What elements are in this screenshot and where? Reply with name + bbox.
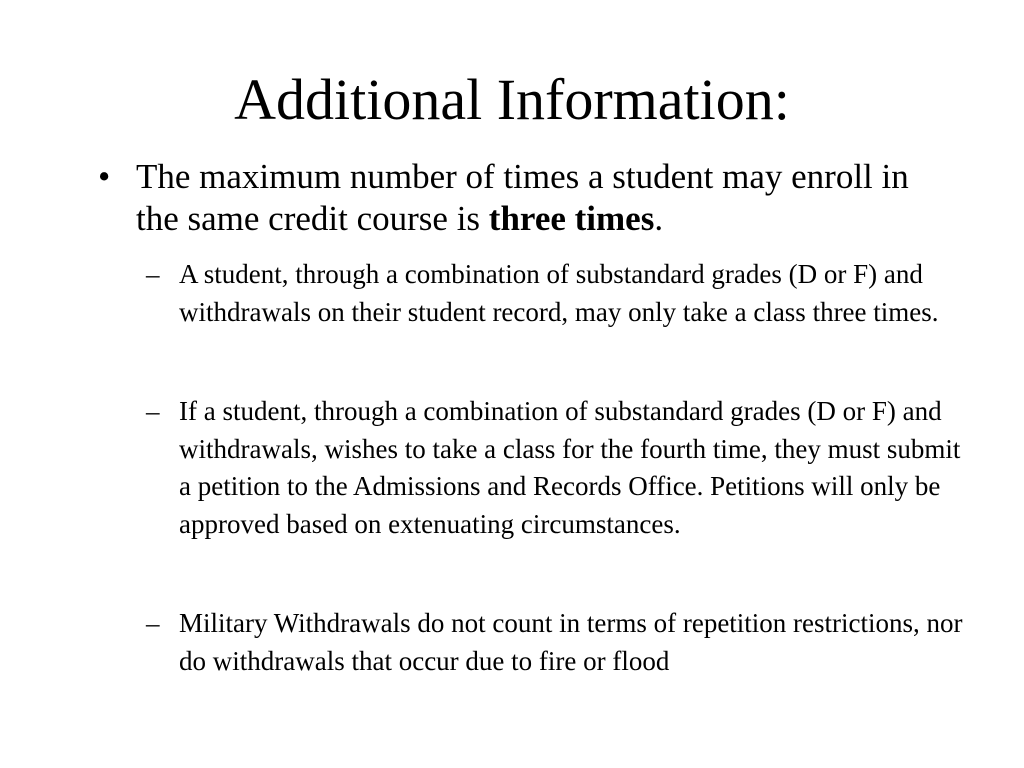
sub-bullet-text: A student, through a combination of substandard grades (D or F) and withdrawals on their student record, may only take a class three times.	[179, 259, 939, 327]
bullet-marker: •	[98, 157, 111, 196]
sub-bullet-2	[146, 393, 966, 543]
sub-bullet-text: Military Withdrawals do not count in terms of repetition restrictions, nor do withdrawals that occur due to fire or flood	[179, 608, 963, 676]
main-bullet-text-start: The maximum number of times a student may enroll in the same credit course is	[136, 157, 909, 238]
dash-marker: –	[146, 259, 160, 289]
dash-marker: –	[146, 396, 160, 426]
main-bullet	[98, 156, 918, 240]
main-bullet-text	[136, 156, 918, 240]
dash-marker: –	[146, 608, 160, 638]
main-bullet-emphasis: three times	[488, 199, 655, 238]
sub-bullet-3	[146, 605, 966, 680]
main-bullet-text-end: .	[654, 199, 664, 238]
slide-title: Additional Information:	[234, 67, 790, 132]
sub-bullet-1	[146, 256, 966, 331]
sub-bullet-text: If a student, through a combination of substandard grades (D or F) and withdrawals, wishes to take a class for the fourth time, they must submit a petition to the Admissions and Records Office. Petitions will only be approved based on extenuating circumstances.	[179, 396, 961, 539]
